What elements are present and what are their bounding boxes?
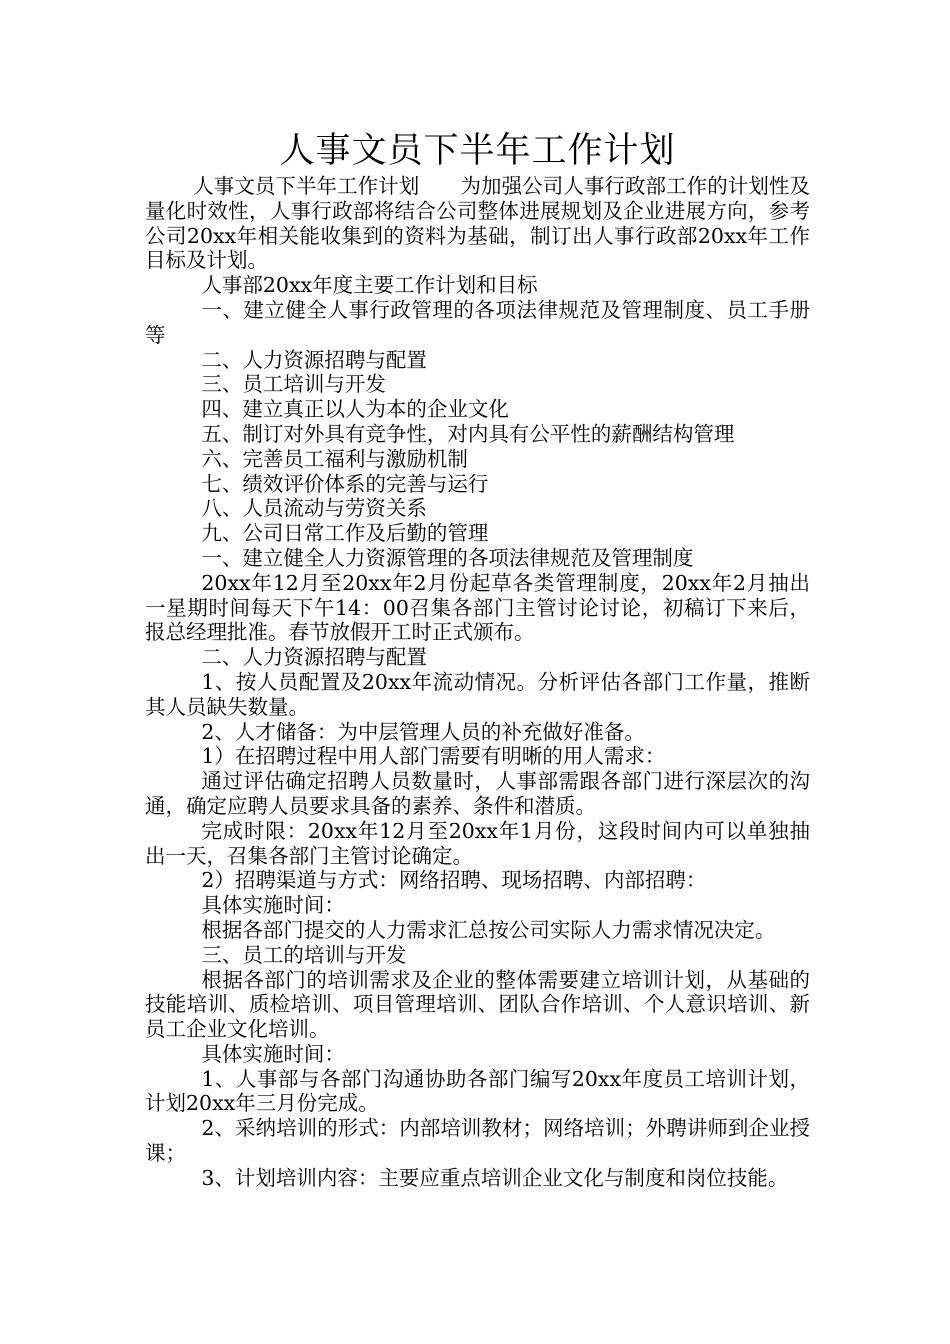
paragraph: 2）招聘渠道与方式：网络招聘、现场招聘、内部招聘：	[201, 868, 707, 893]
paragraph: 人事文员下半年工作计划 为加强公司人事行政部工作的计划性及量化时效性，人事行政部将结合公司整体进展规划及企业进展方向，参考公司20xx年相关能收集到的资料为基础，制订出人事行政部20xx年工作目标及计划。	[145, 174, 810, 273]
paragraph: 1、人事部与各部门沟通协助各部门编写20xx年度员工培训计划，计划20xx年三月份完成。	[145, 1066, 810, 1116]
paragraph: 三、员工培训与开发	[201, 372, 386, 397]
paragraph: 根据各部门提交的人力需求汇总按公司实际人力需求情况决定。	[201, 917, 776, 942]
paragraph: 通过评估确定招聘人员数量时，人事部需跟各部门进行深层次的沟通，确定应聘人员要求具备的素养、条件和潜质。	[145, 769, 810, 818]
paragraph: 一、建立健全人力资源管理的各项法律规范及管理制度	[201, 545, 694, 570]
paragraph: 20xx年12月至20xx年2月份起草各类管理制度，20xx年2月抽出一星期时间每天下午14：00召集各部门主管讨论讨论，初稿订下来后，报总经理批准。春节放假开工时正式颁布。	[145, 570, 810, 645]
paragraph: 人事部20xx年度主要工作计划和目标	[201, 273, 538, 298]
paragraph: 2、采纳培训的形式：内部培训教材；网络培训；外聘讲师到企业授课；	[145, 1116, 810, 1166]
paragraph: 根据各部门的培训需求及企业的整体需要建立培训计划，从基础的技能培训、质检培训、项目管理培训、团队合作培训、个人意识培训、新员工企业文化培训。	[145, 967, 810, 1042]
paragraph: 一、建立健全人事行政管理的各项法律规范及管理制度、员工手册等	[145, 297, 810, 347]
paragraph: 九、公司日常工作及后勤的管理	[201, 521, 489, 546]
paragraph: 三、员工的培训与开发	[201, 942, 407, 967]
paragraph: 六、完善员工福利与激励机制	[201, 446, 468, 471]
paragraph: 五、制订对外具有竞争性，对内具有公平性的薪酬结构管理	[201, 421, 735, 446]
paragraph: 二、人力资源招聘与配置	[201, 347, 427, 372]
paragraph: 3、计划培训内容：主要应重点培训企业文化与制度和岗位技能。	[201, 1165, 789, 1190]
document-title: 人事文员下半年工作计划	[279, 131, 676, 171]
document-body	[145, 174, 810, 1191]
paragraph: 二、人力资源招聘与配置	[201, 645, 427, 670]
paragraph: 2、人才储备：为中层管理人员的补充做好准备。	[201, 719, 645, 744]
paragraph: 具体实施时间：	[201, 893, 345, 918]
paragraph: 具体实施时间：	[201, 1041, 345, 1066]
paragraph: 完成时限：20xx年12月至20xx年1月份，这段时间内可以单独抽出一天，召集各部门主管讨论确定。	[145, 818, 810, 868]
document-page	[145, 128, 810, 1191]
paragraph: 1）在招聘过程中用人部门需要有明晰的用人需求：	[201, 744, 666, 769]
paragraph: 七、绩效评价体系的完善与运行	[201, 471, 489, 496]
paragraph: 1、按人员配置及20xx年流动情况。分析评估各部门工作量，推断其人员缺失数量。	[145, 669, 810, 719]
paragraph: 八、人员流动与劳资关系	[201, 496, 427, 521]
paragraph: 四、建立真正以人为本的企业文化	[201, 397, 509, 422]
